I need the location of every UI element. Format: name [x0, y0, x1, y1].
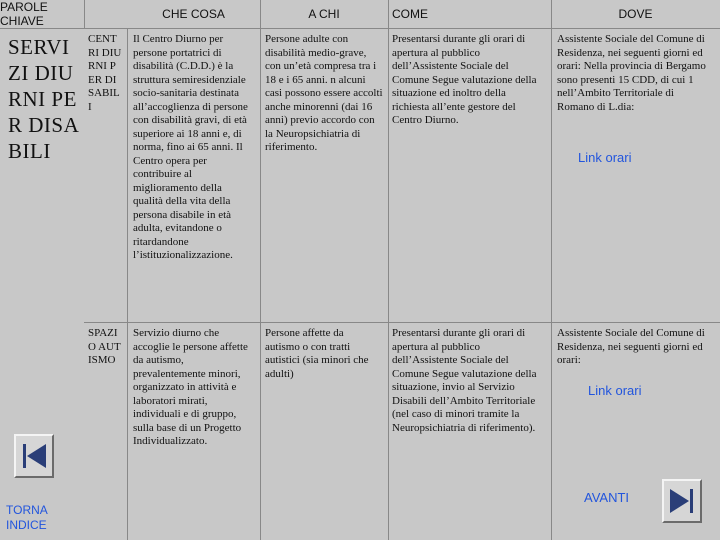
- first-page-icon: [16, 436, 52, 476]
- dove-cdd: Assistente Sociale del Comune di Residenza, nei seguenti giorni ed orari: Nella provincia di Bergamo sono presenti 15 CDD, di cui 1 nell’Ambito Territoriale di Romano di L.dia:: [557, 33, 706, 113]
- come-autismo: Presentarsi durante gli orari di apertura al pubblico dell’Assistente Sociale del Comune Segue valutazione della situazione, invio al Servizio Disabili dell’Ambito Territoriale (nel caso di minori tramite la Neuropsichiatria di riferimento).: [392, 327, 537, 434]
- service-label-cdd: CENTRI DIURNI PER DISABILI: [88, 33, 122, 113]
- keyword-label: SERVIZI DIURNI PER DISABILI: [8, 35, 80, 163]
- header-parole-chiave: PAROLE CHIAVE: [0, 0, 48, 28]
- grid-line: [0, 28, 720, 29]
- header-come: COME: [392, 7, 428, 21]
- che-cosa-autismo: Servizio diurno che accoglie le persone affette da autismo, prevalentemente minori, organizzato in attività e laboratori mirati, individuali e di gruppo, sulla base di un Progetto Individualizzato.: [133, 327, 248, 447]
- service-label-autismo: SPAZIO AUTISMO: [88, 327, 121, 366]
- grid-line: [551, 0, 552, 540]
- grid-line: [260, 0, 261, 540]
- header-dove: DOVE: [618, 7, 653, 21]
- a-chi-autismo: Persone affette da autismo o con tratti autistici (sia minori che adulti): [265, 327, 369, 380]
- next-page-icon: [664, 481, 700, 521]
- next-button[interactable]: [662, 479, 702, 523]
- header-che-cosa: CHE COSA: [162, 7, 225, 21]
- a-chi-cdd: Persone adulte con disabilità medio-grave, con un’età compresa tra i 18 e i 65 anni. n alcuni casi possono essere accolti anche minorenni (dai 16 anni) previo accordo con la Neuropsichiatria di riferimento.: [265, 33, 383, 153]
- back-button[interactable]: [14, 434, 54, 478]
- torna-indice-link[interactable]: TORNA INDICE: [6, 503, 48, 532]
- grid-line: [84, 322, 720, 323]
- header-a-chi: A CHI: [308, 7, 340, 21]
- link-orari-cdd[interactable]: Link orari: [578, 150, 632, 165]
- come-cdd: Presentarsi durante gli orari di apertura al pubblico dell’Assistente Sociale del Comune Segue valutazione della situazione ed inoltro della richiesta all’ente gestore del Centro Diurno.: [392, 33, 537, 126]
- grid-line: [388, 0, 389, 540]
- grid-line: [84, 0, 85, 28]
- grid-line: [127, 28, 128, 540]
- dove-autismo: Assistente Sociale del Comune di Residenza, nei seguenti giorni ed orari:: [557, 327, 705, 366]
- avanti-label[interactable]: AVANTI: [584, 490, 630, 505]
- che-cosa-cdd: Il Centro Diurno per persone portatrici di disabilità (C.D.D.) è la struttura semiresidenziale socio-sanitaria destinata all’accoglienza di persone con disabilità gravi, di età superiore ai 18 anni e, di norma, fino ai 65 anni. Il Centro opera per contribuire al miglioramento della qualità della vita della persona disabile in età adulta, evitandone o ritardandone l’istituzionalizzazione.: [133, 33, 248, 261]
- link-orari-autismo[interactable]: Link orari: [588, 383, 642, 398]
